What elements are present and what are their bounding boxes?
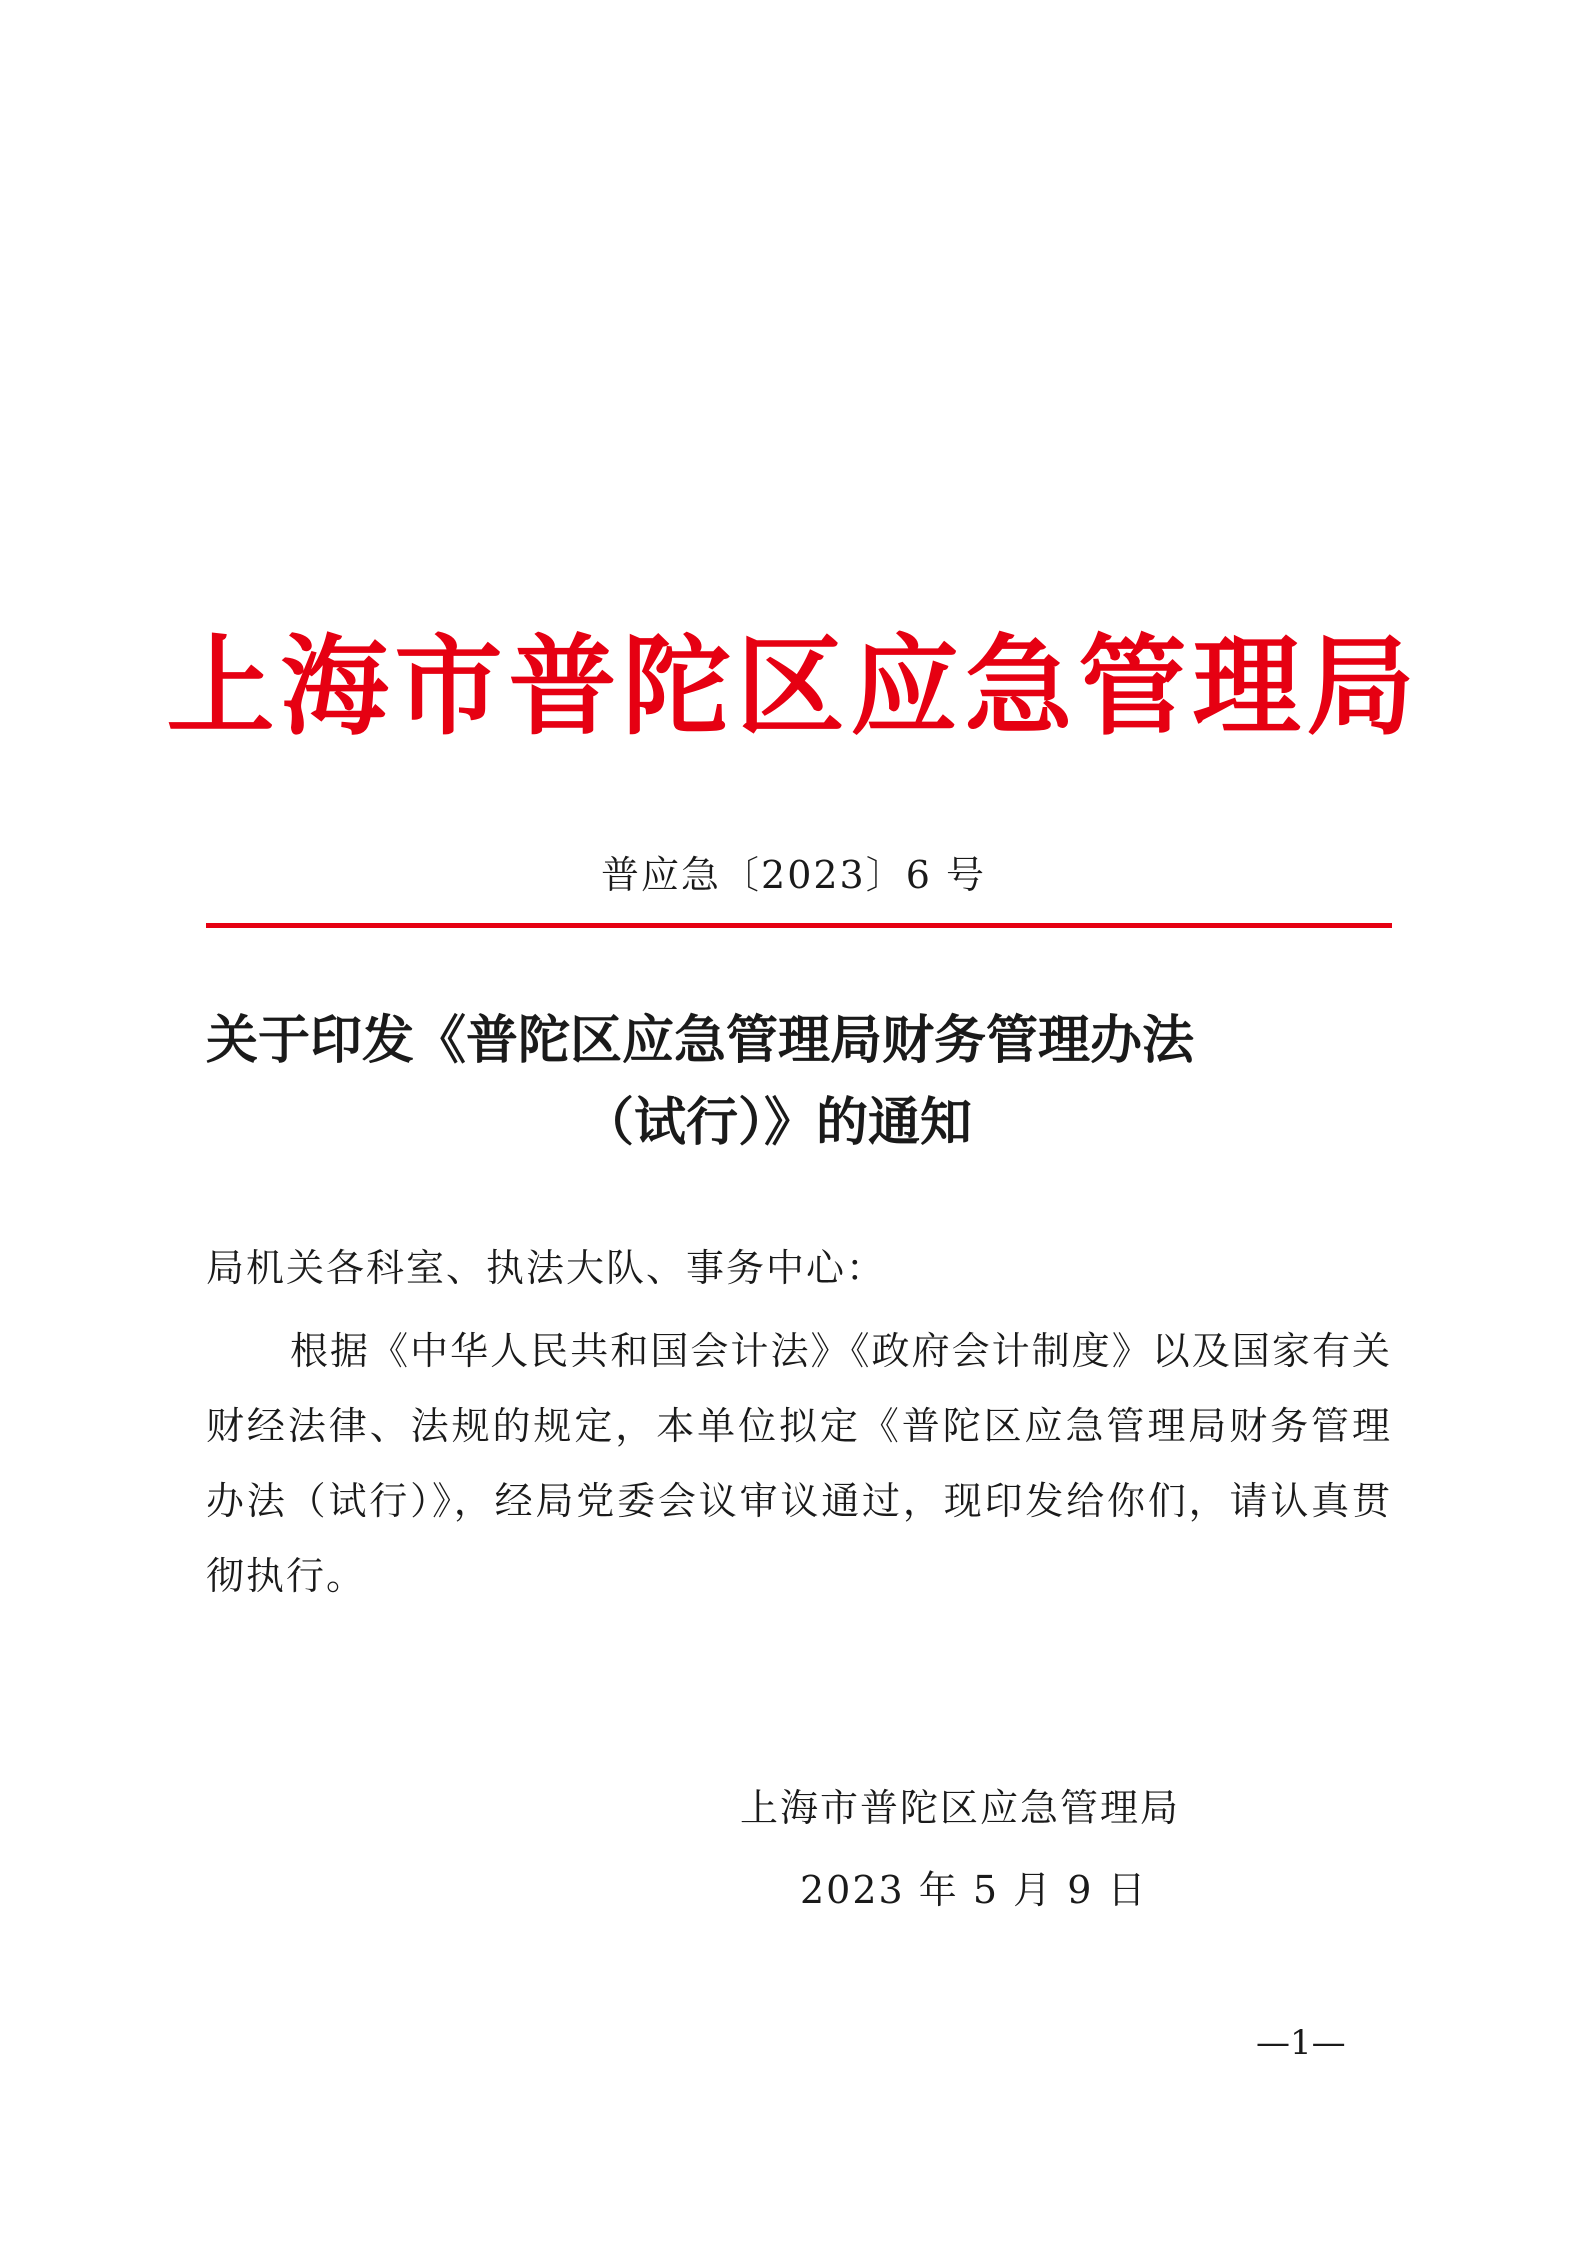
issuing-authority-header: 上海市普陀区应急管理局 xyxy=(166,624,1421,750)
signature-date: 2023 年 5 月 9 日 xyxy=(800,1868,1148,1912)
signature-organization: 上海市普陀区应急管理局 xyxy=(740,1786,1181,1830)
document-title-line-2: （试行）》的通知 xyxy=(582,1093,973,1153)
document-title xyxy=(206,1000,1392,1164)
red-separator-line xyxy=(206,923,1392,928)
salutation: 局机关各科室、执法大队、事务中心： xyxy=(206,1246,887,1290)
body-paragraph: 根据《中华人民共和国会计法》《政府会计制度》以及国家有关财经法律、法规的规定，本单位拟定《普陀区应急管理局财务管理办法（试行）》，经局党委会议审议通过，现印发给你们，请认真贯彻执行。 xyxy=(206,1329,1392,1598)
page-number: —1— xyxy=(1256,2023,1346,2063)
document-title-line-1: 关于印发《普陀区应急管理局财务管理办法 xyxy=(206,1011,1195,1071)
document-number: 普应急〔2023〕6 号 xyxy=(601,853,986,897)
